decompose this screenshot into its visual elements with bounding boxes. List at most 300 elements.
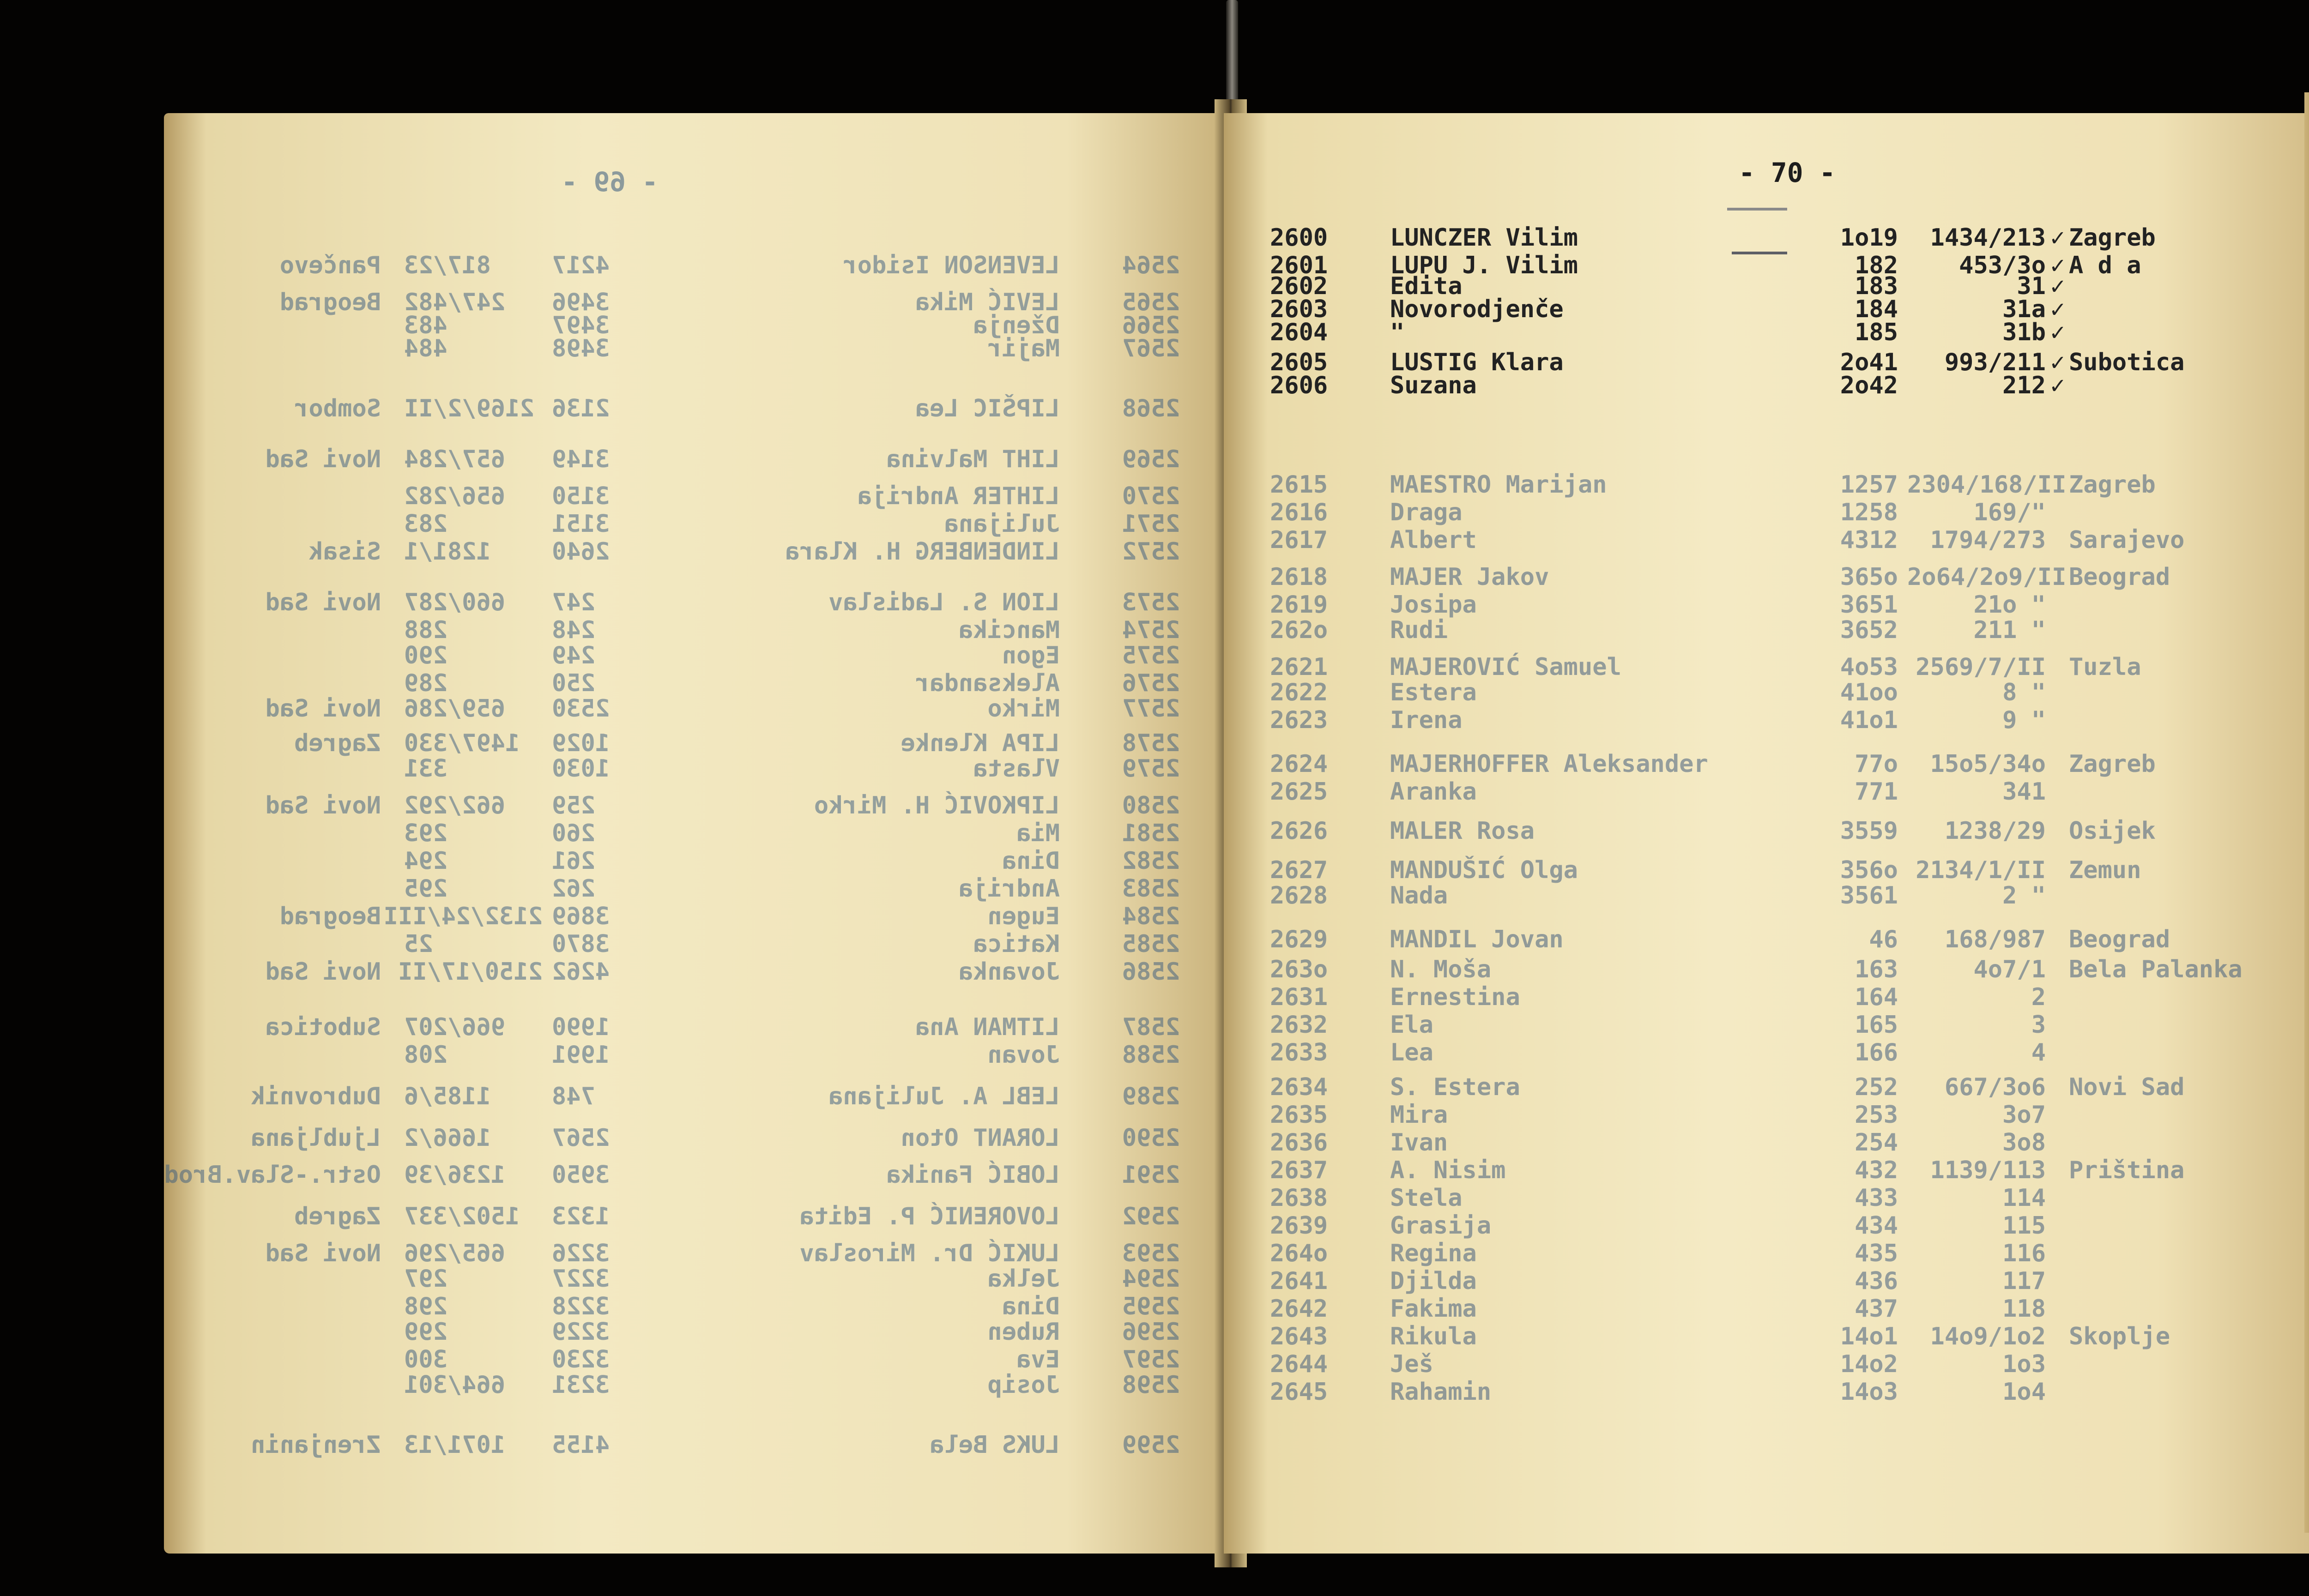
- entry-name: LIPŠIC Lea: [915, 395, 1060, 422]
- entry-register-no: 260: [552, 819, 595, 847]
- register-row: [1224, 817, 2309, 845]
- entry-reference: 1o3: [2002, 1350, 2046, 1378]
- register-row: [164, 669, 1226, 697]
- entry-register-no: 432: [1855, 1156, 1898, 1184]
- entry-reference: 294: [404, 847, 447, 875]
- entry-number: 2621: [1270, 653, 1328, 681]
- entry-number: 2590: [1122, 1124, 1180, 1152]
- entry-number: 2636: [1270, 1129, 1328, 1156]
- entry-reference: 2 ": [2002, 882, 2046, 909]
- entry-reference: 118: [2002, 1295, 2046, 1323]
- entry-number: 2574: [1122, 616, 1180, 644]
- register-row: [1224, 778, 2309, 806]
- entry-register-no: 165: [1855, 1011, 1898, 1039]
- entry-name: Fakima: [1390, 1295, 1477, 1323]
- entry-place: A d a: [2069, 252, 2141, 279]
- register-row: [164, 1240, 1226, 1267]
- entry-reference: 1281/1: [404, 538, 491, 566]
- entry-reference: 657/284: [404, 446, 506, 473]
- entry-register-no: 3151: [552, 510, 610, 538]
- entry-register-no: 252: [1855, 1073, 1898, 1101]
- entry-reference: 1794/273: [1930, 526, 2046, 554]
- entry-name: Katica: [973, 930, 1060, 958]
- entry-reference: 8 ": [2002, 679, 2046, 706]
- entry-register-no: 77o: [1855, 750, 1898, 778]
- entry-place: Novi Sad: [265, 695, 381, 723]
- entry-place: Subotica: [2069, 349, 2185, 376]
- entry-place: Novi Sad: [2069, 1073, 2185, 1101]
- entry-register-no: 3559: [1840, 817, 1898, 845]
- register-row: [164, 538, 1226, 566]
- entry-place: Zagreb: [294, 729, 381, 757]
- register-row: [1224, 526, 2309, 554]
- entry-register-no: 166: [1855, 1039, 1898, 1066]
- entry-number: 2626: [1270, 817, 1328, 845]
- entry-reference: 9 ": [2002, 706, 2046, 734]
- entry-reference: 31b: [2002, 319, 2046, 346]
- entry-name: LITMAN Ana: [915, 1013, 1060, 1041]
- register-row: [1224, 1101, 2309, 1129]
- entry-number: 2582: [1122, 847, 1180, 875]
- entry-register-no: 4o53: [1840, 653, 1898, 681]
- register-row: [164, 958, 1226, 986]
- entry-reference: 31a: [2002, 295, 2046, 323]
- register-row: [164, 1041, 1226, 1069]
- register-row: [164, 395, 1226, 422]
- entry-number: 2565: [1122, 289, 1180, 316]
- entry-number: 2625: [1270, 778, 1328, 806]
- entry-register-no: 14o1: [1840, 1323, 1898, 1350]
- register-row: [1224, 1011, 2309, 1039]
- entry-reference: 1236/39: [404, 1161, 506, 1189]
- register-row: [1224, 1323, 2309, 1350]
- entry-register-no: 3870: [552, 930, 610, 958]
- register-row: [1224, 750, 2309, 778]
- entry-reference: 993/211: [1944, 349, 2046, 376]
- register-row: [1224, 856, 2309, 884]
- entry-number: 2569: [1122, 446, 1180, 473]
- entry-number: 2616: [1270, 499, 1328, 526]
- entry-register-no: 184: [1855, 295, 1898, 323]
- entry-reference: 288: [404, 616, 447, 644]
- entry-register-no: 250: [552, 669, 595, 697]
- entry-name: Jovanka: [958, 958, 1060, 986]
- entry-name: Eva: [1016, 1346, 1060, 1373]
- entry-register-no: 1323: [552, 1203, 610, 1230]
- entry-reference: 1434/213: [1930, 224, 2046, 252]
- register-row: [164, 1318, 1226, 1346]
- entry-reference: 659/286: [404, 695, 506, 723]
- entry-number: 2597: [1122, 1346, 1180, 1373]
- entry-number: 2568: [1122, 395, 1180, 422]
- entry-name: Vlasta: [973, 755, 1060, 783]
- entry-name: Mia: [1016, 819, 1060, 847]
- entry-reference: 667/3o6: [1944, 1073, 2046, 1101]
- register-row: [164, 903, 1226, 930]
- entry-name: Aranka: [1390, 778, 1477, 806]
- entry-number: 2579: [1122, 755, 1180, 783]
- entry-name: Julijana: [944, 510, 1060, 538]
- entry-reference: 660/287: [404, 589, 506, 616]
- entry-reference: 1666/2: [404, 1124, 491, 1152]
- register-row: [164, 1265, 1226, 1293]
- entry-name: LIPA Klenke: [901, 729, 1060, 757]
- register-row: [1224, 1295, 2309, 1323]
- entry-number: 2587: [1122, 1013, 1180, 1041]
- entry-place: Zemun: [2069, 856, 2141, 884]
- entry-name: Grasija: [1390, 1212, 1492, 1240]
- entry-number: 2585: [1122, 930, 1180, 958]
- entry-place: Beograd: [279, 903, 381, 930]
- entry-name: Mancika: [958, 616, 1060, 644]
- register-row: [1224, 591, 2309, 619]
- entry-register-no: 3561: [1840, 882, 1898, 909]
- register-row: [1224, 319, 2309, 346]
- entry-number: 2594: [1122, 1265, 1180, 1293]
- entry-reference: 1185/6: [404, 1083, 491, 1110]
- entry-name: Edita: [1390, 272, 1463, 300]
- register-row: [1224, 616, 2309, 644]
- entry-place: Sombor: [294, 395, 381, 422]
- entry-register-no: 3496: [552, 289, 610, 316]
- entry-number: 2572: [1122, 538, 1180, 566]
- register-row: [164, 335, 1226, 362]
- entry-reference: 295: [404, 875, 447, 903]
- entry-number: 2634: [1270, 1073, 1328, 1101]
- entry-place: Zrenjanin: [251, 1431, 381, 1459]
- entry-register-no: 248: [552, 616, 595, 644]
- register-row: [164, 1203, 1226, 1230]
- entry-reference: 169/": [1973, 499, 2046, 526]
- entry-number: 2602: [1270, 272, 1328, 300]
- entry-number: 262o: [1270, 616, 1328, 644]
- entry-number: 2576: [1122, 669, 1180, 697]
- entry-register-no: 437: [1855, 1295, 1898, 1323]
- entry-register-no: 3231: [552, 1371, 610, 1399]
- right-page-number: - 70 -: [1739, 157, 1836, 188]
- entry-register-no: 3497: [552, 312, 610, 339]
- entry-register-no: 1029: [552, 729, 610, 757]
- register-row: [1224, 372, 2309, 399]
- entry-register-no: 3149: [552, 446, 610, 473]
- entry-number: 2627: [1270, 856, 1328, 884]
- entry-reference: 817/23: [404, 252, 491, 279]
- entry-register-no: 3869: [552, 903, 610, 930]
- entry-name: LOBIĆ Fanika: [886, 1161, 1060, 1189]
- entry-name: MALER Rosa: [1390, 817, 1535, 845]
- entry-name: LUSTIG Klara: [1390, 349, 1564, 376]
- entry-name: Estera: [1390, 679, 1477, 706]
- register-row: [1224, 1156, 2309, 1184]
- entry-name: Dina: [1002, 847, 1060, 875]
- register-row: [1224, 956, 2309, 983]
- register-row: [164, 482, 1226, 510]
- entry-register-no: 365o: [1840, 563, 1898, 591]
- entry-register-no: 164: [1855, 983, 1898, 1011]
- entry-number: 2617: [1270, 526, 1328, 554]
- entry-name: MANDUŠIĆ Olga: [1390, 856, 1578, 884]
- register-row: [164, 510, 1226, 538]
- entry-register-no: 1o19: [1840, 224, 1898, 252]
- entry-name: LUKIĆ Dr. Miroslav: [799, 1240, 1060, 1267]
- entry-number: 2632: [1270, 1011, 1328, 1039]
- entry-number: 2584: [1122, 903, 1180, 930]
- entry-number: 2642: [1270, 1295, 1328, 1323]
- right-page: [1224, 113, 2309, 1554]
- entry-place: Zagreb: [2069, 224, 2156, 252]
- entry-reference: 115: [2002, 1212, 2046, 1240]
- entry-place: Pančevo: [279, 252, 381, 279]
- register-row: [1224, 653, 2309, 681]
- entry-name: A. Nisim: [1390, 1156, 1506, 1184]
- entry-number: 2595: [1122, 1293, 1180, 1320]
- entry-number: 2593: [1122, 1240, 1180, 1267]
- entry-reference: 2: [2031, 983, 2046, 1011]
- entry-reference: 2150/17/II: [398, 958, 543, 986]
- register-row: [1224, 1350, 2309, 1378]
- entry-reference: 300: [404, 1346, 447, 1373]
- entry-name: S. Estera: [1390, 1073, 1520, 1101]
- register-row: [164, 446, 1226, 473]
- register-row: [1224, 1039, 2309, 1066]
- register-row: [1224, 679, 2309, 706]
- entry-reference: 3o8: [2002, 1129, 2046, 1156]
- entry-name: Dženja: [973, 312, 1060, 339]
- entry-number: 2615: [1270, 471, 1328, 499]
- entry-place: Beograd: [279, 289, 381, 316]
- entry-reference: 31: [2017, 272, 2046, 300]
- register-row: [164, 875, 1226, 903]
- entry-name: LUKS Bela: [930, 1431, 1060, 1459]
- check-mark: ✓: [2050, 349, 2065, 376]
- entry-place: Ostr.-Slav.Brod: [164, 1161, 381, 1189]
- entry-reference: 1139/113: [1930, 1156, 2046, 1184]
- register-row: [1224, 224, 2309, 252]
- entry-reference: 453/3o: [1959, 252, 2046, 279]
- register-row: [1224, 706, 2309, 734]
- entry-register-no: 2530: [552, 695, 610, 723]
- entry-name: LIHTER Andrija: [857, 482, 1060, 510]
- entry-place: Novi Sad: [265, 1240, 381, 1267]
- entry-number: 264o: [1270, 1240, 1328, 1267]
- register-row: [164, 729, 1226, 757]
- entry-name: Suzana: [1390, 372, 1477, 399]
- entry-register-no: 3150: [552, 482, 610, 510]
- entry-register-no: 46: [1869, 926, 1898, 953]
- entry-reference: 114: [2002, 1184, 2046, 1212]
- entry-number: 2567: [1122, 335, 1180, 362]
- entry-place: Ljubljana: [251, 1124, 381, 1152]
- entry-name: Draga: [1390, 499, 1463, 526]
- register-row: [164, 642, 1226, 669]
- entry-number: 2577: [1122, 695, 1180, 723]
- entry-register-no: 41oo: [1840, 679, 1898, 706]
- check-mark: ✓: [2050, 295, 2065, 323]
- entry-number: 2601: [1270, 252, 1328, 279]
- entry-number: 2573: [1122, 589, 1180, 616]
- entry-name: Dina: [1002, 1293, 1060, 1320]
- entry-name: Albert: [1390, 526, 1477, 554]
- entry-number: 2638: [1270, 1184, 1328, 1212]
- check-mark: ✓: [2050, 319, 2065, 346]
- entry-reference: 664/301: [404, 1371, 506, 1399]
- register-row: [1224, 1378, 2309, 1406]
- entry-number: 2619: [1270, 591, 1328, 619]
- entry-name: Josipa: [1390, 591, 1477, 619]
- register-row: [164, 616, 1226, 644]
- entry-reference: 331: [404, 755, 447, 783]
- entry-register-no: 249: [552, 642, 595, 669]
- entry-reference: 2569/7/II: [1916, 653, 2046, 681]
- entry-reference: 1o4: [2002, 1378, 2046, 1406]
- entry-register-no: 748: [552, 1083, 595, 1110]
- entry-register-no: 3229: [552, 1318, 610, 1346]
- entry-register-no: 3226: [552, 1240, 610, 1267]
- entry-number: 2637: [1270, 1156, 1328, 1184]
- entry-name: Ernestina: [1390, 983, 1520, 1011]
- entry-name: LIPKOVIĆ H. Mirko: [814, 792, 1060, 819]
- left-page: [164, 113, 1226, 1554]
- entry-register-no: 2o42: [1840, 372, 1898, 399]
- entry-reference: 1238/29: [1944, 817, 2046, 845]
- entry-place: Sisak: [308, 538, 381, 566]
- entry-name: Regina: [1390, 1240, 1477, 1267]
- entry-number: 2596: [1122, 1318, 1180, 1346]
- entry-register-no: 2136: [552, 395, 610, 422]
- entry-register-no: 436: [1855, 1267, 1898, 1295]
- entry-place: Zagreb: [294, 1203, 381, 1230]
- entry-register-no: 253: [1855, 1101, 1898, 1129]
- entry-name: LINDENBERG H. Klara: [785, 538, 1060, 566]
- entry-number: 2618: [1270, 563, 1328, 591]
- entry-register-no: 1258: [1840, 499, 1898, 526]
- entry-number: 2622: [1270, 679, 1328, 706]
- entry-register-no: 356o: [1840, 856, 1898, 884]
- entry-number: 2575: [1122, 642, 1180, 669]
- entry-register-no: 1991: [552, 1041, 610, 1069]
- entry-reference: 2169/2/II: [404, 395, 534, 422]
- entry-number: 2592: [1122, 1203, 1180, 1230]
- entry-number: 2628: [1270, 882, 1328, 909]
- register-row: [1224, 1212, 2309, 1240]
- entry-reference: 4: [2031, 1039, 2046, 1066]
- entry-number: 2641: [1270, 1267, 1328, 1295]
- entry-name: LEBL A. Julijana: [828, 1083, 1060, 1110]
- entry-name: Eugen: [987, 903, 1060, 930]
- check-mark: ✓: [2050, 272, 2065, 300]
- entry-number: 2598: [1122, 1371, 1180, 1399]
- entry-register-no: 259: [552, 792, 595, 819]
- entry-reference: 289: [404, 669, 447, 697]
- entry-reference: 3o7: [2002, 1101, 2046, 1129]
- entry-reference: 283: [404, 510, 447, 538]
- entry-reference: 14o9/1o2: [1930, 1323, 2046, 1350]
- entry-number: 2643: [1270, 1323, 1328, 1350]
- register-row: [164, 1161, 1226, 1189]
- entry-register-no: 1990: [552, 1013, 610, 1041]
- entry-number: 2564: [1122, 252, 1180, 279]
- entry-register-no: 3498: [552, 335, 610, 362]
- entry-place: Skoplje: [2069, 1323, 2170, 1350]
- entry-number: 2624: [1270, 750, 1328, 778]
- entry-reference: 484: [404, 335, 447, 362]
- entry-place: Osijek: [2069, 817, 2156, 845]
- entry-place: Zagreb: [2069, 471, 2156, 499]
- register-row: [1224, 882, 2309, 909]
- entry-place: Dubrovnik: [251, 1083, 381, 1110]
- check-mark: ✓: [2050, 372, 2065, 399]
- entry-register-no: 261: [552, 847, 595, 875]
- entry-number: 2581: [1122, 819, 1180, 847]
- register-row: [164, 1013, 1226, 1041]
- register-row: [164, 1346, 1226, 1373]
- entry-number: 263o: [1270, 956, 1328, 983]
- entry-name: Josip: [987, 1371, 1060, 1399]
- entry-place: Beograd: [2069, 563, 2170, 591]
- check-mark: ✓: [2050, 224, 2065, 252]
- entry-name: Majir: [987, 335, 1060, 362]
- register-row: [164, 792, 1226, 819]
- entry-place: Tuzla: [2069, 653, 2141, 681]
- register-row: [1224, 471, 2309, 499]
- entry-register-no: 4262: [552, 958, 610, 986]
- entry-register-no: 3230: [552, 1346, 610, 1373]
- register-row: [1224, 1240, 2309, 1267]
- entry-register-no: 3950: [552, 1161, 610, 1189]
- entry-register-no: 3651: [1840, 591, 1898, 619]
- entry-place: Subotica: [265, 1013, 381, 1041]
- register-row: [164, 819, 1226, 847]
- entry-name: MAJEROVIĆ Samuel: [1390, 653, 1621, 681]
- entry-place: Novi Sad: [265, 792, 381, 819]
- entry-name: Egon: [1002, 642, 1060, 669]
- entry-register-no: 163: [1855, 956, 1898, 983]
- entry-name: Ela: [1390, 1011, 1433, 1039]
- entry-name: Nada: [1390, 882, 1448, 909]
- entry-number: 2591: [1122, 1161, 1180, 1189]
- entry-reference: 212: [2002, 372, 2046, 399]
- entry-name: MAJER Jakov: [1390, 563, 1549, 591]
- left-page-bleedthrough: [164, 113, 1226, 1554]
- entry-register-no: 4312: [1840, 526, 1898, 554]
- entry-name: Aleksandar: [915, 669, 1060, 697]
- entry-reference: 297: [404, 1265, 447, 1293]
- entry-name: ": [1390, 319, 1405, 346]
- entry-reference: 290: [404, 642, 447, 669]
- entry-name: LOVORENIĆ P. Edita: [799, 1203, 1060, 1230]
- entry-reference: 2132/24/III: [383, 903, 543, 930]
- entry-place: Priština: [2069, 1156, 2185, 1184]
- register-row: [164, 930, 1226, 958]
- entry-reference: 2o64/2o9/II: [1907, 563, 2067, 591]
- register-row: [164, 1124, 1226, 1152]
- entry-register-no: 2567: [552, 1124, 610, 1152]
- entry-place: Novi Sad: [265, 446, 381, 473]
- entry-reference: 1497/330: [404, 729, 520, 757]
- entry-reference: 21o ": [1973, 591, 2046, 619]
- entry-reference: 966/207: [404, 1013, 506, 1041]
- entry-name: Mirko: [987, 695, 1060, 723]
- entry-reference: 1071/13: [404, 1431, 506, 1459]
- entry-name: Jovan: [987, 1041, 1060, 1069]
- check-mark: ✓: [2050, 252, 2065, 279]
- entry-reference: 208: [404, 1041, 447, 1069]
- entry-name: Ješ: [1390, 1350, 1433, 1378]
- entry-reference: 168/987: [1944, 926, 2046, 953]
- entry-number: 2644: [1270, 1350, 1328, 1378]
- page-edge-stack: [2304, 92, 2309, 1533]
- entry-name: LEVENSON Isidor: [843, 252, 1060, 279]
